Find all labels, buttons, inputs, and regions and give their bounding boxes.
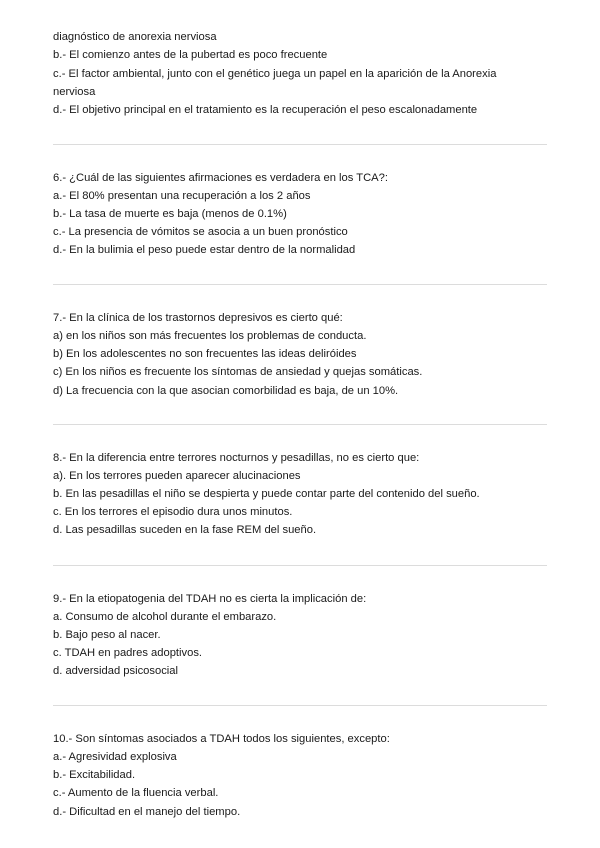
- option-a: a). En los terrores pueden aparecer alucinaciones: [53, 470, 301, 482]
- option-a: a) en los niños son más frecuentes los problemas de conducta.: [53, 330, 367, 342]
- option-a: a. Consumo de alcohol durante el embarazo.: [53, 611, 277, 623]
- option-d: d) La frecuencia con la que asocian comorbilidad es baja, de un 10%.: [53, 385, 399, 397]
- question-title: 7.- En la clínica de los trastornos depresivos es cierto qué:: [53, 312, 343, 324]
- intro-option-c-cont: nerviosa: [53, 86, 96, 98]
- option-b: b. En las pesadillas el niño se despierta y puede contar parte del contenido del sueño.: [53, 488, 480, 500]
- divider: [53, 565, 547, 566]
- option-d: d.- Dificultad en el manejo del tiempo.: [53, 806, 241, 818]
- question-title: 8.- En la diferencia entre terrores nocturnos y pesadillas, no es cierto que:: [53, 452, 420, 464]
- option-d: d.- En la bulimia el peso puede estar dentro de la normalidad: [53, 244, 356, 256]
- divider: [53, 424, 547, 425]
- option-c: c.- La presencia de vómitos se asocia a un buen pronóstico: [53, 226, 348, 238]
- option-d: d. adversidad psicosocial: [53, 665, 178, 677]
- option-a: a.- El 80% presentan una recuperación a los 2 años: [53, 190, 311, 202]
- option-d: d. Las pesadillas suceden en la fase REM del sueño.: [53, 524, 317, 536]
- option-c: c) En los niños es frecuente los síntomas de ansiedad y quejas somáticas.: [53, 366, 423, 378]
- option-b: b) En los adolescentes no son frecuentes las ideas deliróides: [53, 348, 357, 360]
- intro-line: diagnóstico de anorexia nerviosa: [53, 31, 217, 43]
- option-c: c.- Aumento de la fluencia verbal.: [53, 787, 219, 799]
- question-title: 10.- Son síntomas asociados a TDAH todos los siguientes, excepto:: [53, 733, 390, 745]
- divider: [53, 705, 547, 706]
- option-c: c. TDAH en padres adoptivos.: [53, 647, 203, 659]
- option-b: b.- Excitabilidad.: [53, 769, 136, 781]
- option-b: b.- La tasa de muerte es baja (menos de 0.1%): [53, 208, 287, 220]
- intro-option-d: d.- El objetivo principal en el tratamiento es la recuperación el peso escalonadamente: [53, 104, 478, 116]
- intro-option-b: b.- El comienzo antes de la pubertad es poco frecuente: [53, 49, 328, 61]
- option-a: a.- Agresividad explosiva: [53, 751, 177, 763]
- question-title: 9.- En la etiopatogenia del TDAH no es cierta la implicación de:: [53, 593, 367, 605]
- option-c: c. En los terrores el episodio dura unos minutos.: [53, 506, 293, 518]
- divider: [53, 144, 547, 145]
- divider: [53, 284, 547, 285]
- intro-option-c: c.- El factor ambiental, junto con el genético juega un papel en la aparición de la Anorexia: [53, 68, 497, 80]
- question-title: 6.- ¿Cuál de las siguientes afirmaciones es verdadera en los TCA?:: [53, 172, 388, 184]
- option-b: b. Bajo peso al nacer.: [53, 629, 161, 641]
